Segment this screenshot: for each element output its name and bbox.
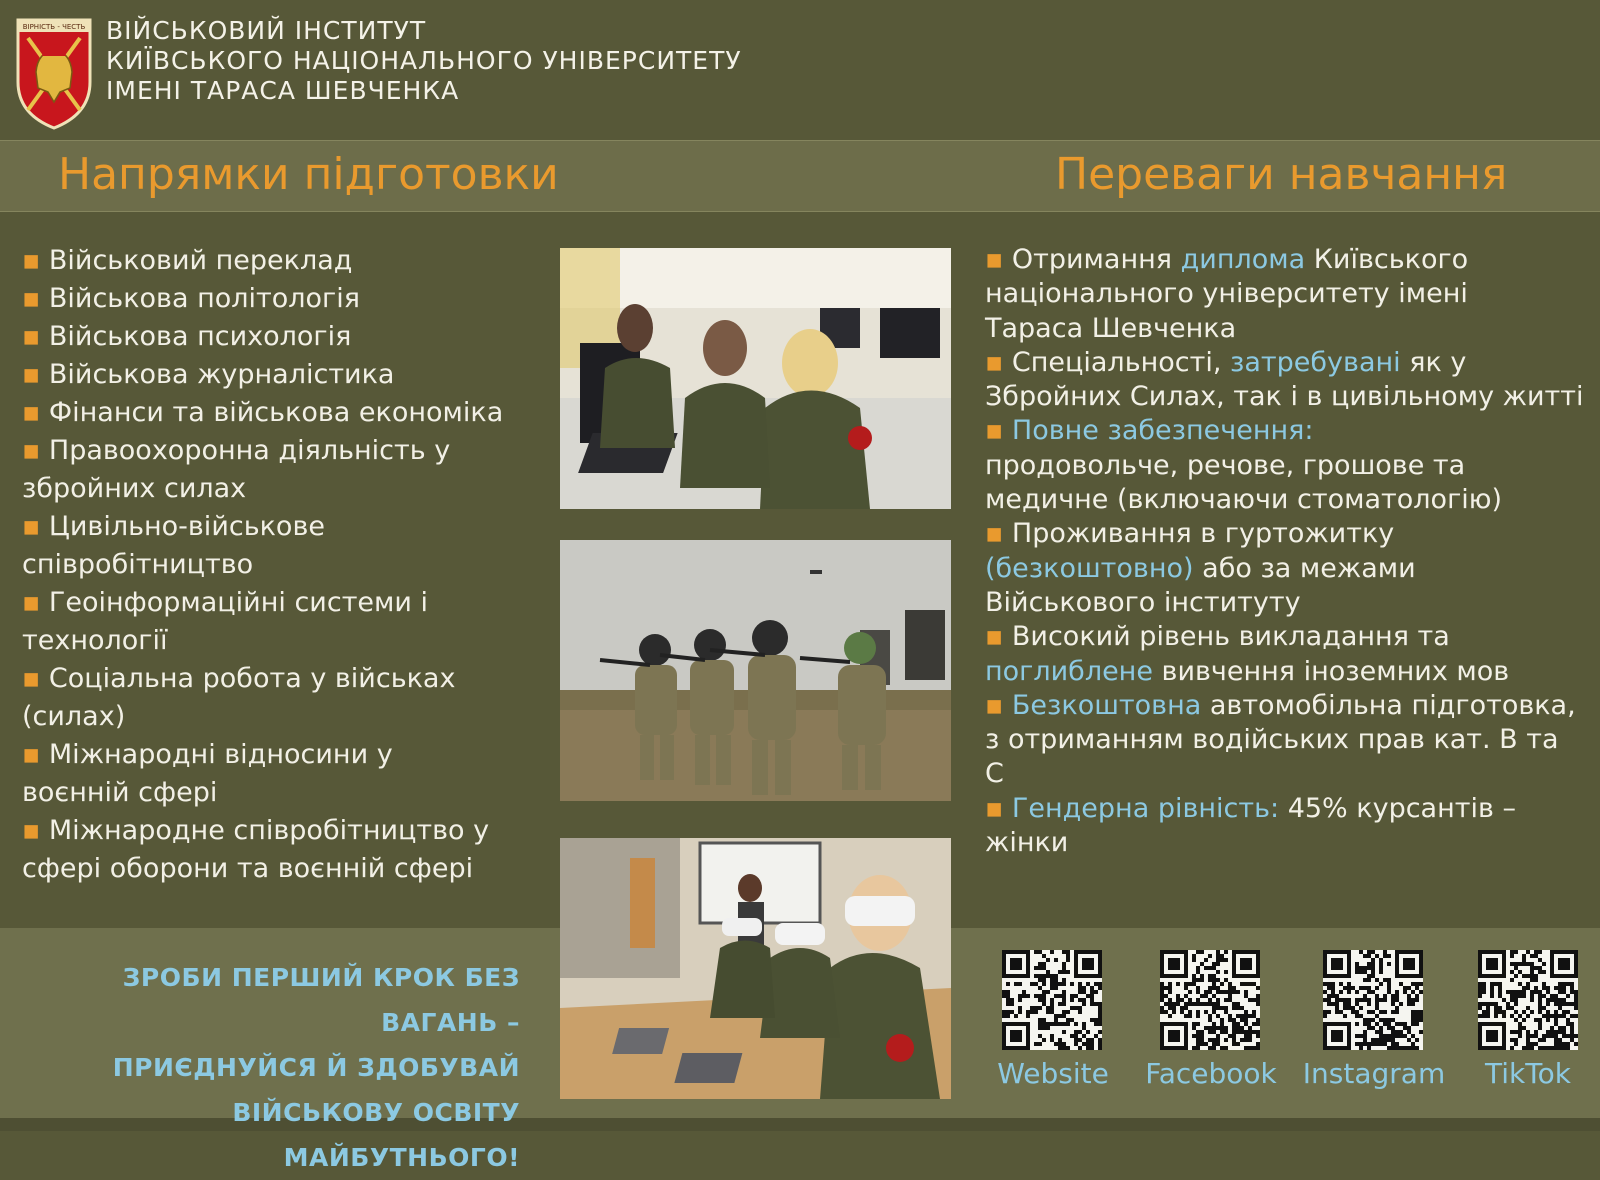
title-line-2: КИЇВСЬКОГО НАЦІОНАЛЬНОГО УНІВЕРСИТЕТУ [106,46,742,75]
institute-title [106,16,742,106]
header [0,0,1600,140]
photo-field-training [560,540,951,801]
list-item: ▪ Військовий переклад [22,245,353,276]
list-item: ▪ Соціальна робота у військах (силах) [22,663,456,732]
instagram-qr-icon[interactable] [1323,950,1423,1050]
list-item: ▪ Спеціальності, затребувані як у Збройних Силах, так і в цивільному житті [985,346,1584,413]
emblem-motto: ВІРНІСТЬ - ЧЕСТЬ [22,23,86,31]
list-item: ▪ Геоінформаційні системи і технології [22,587,429,656]
list-item: ▪ Високий рівень викладання та поглиблене вивчення іноземних мов [985,621,1510,687]
list-item: ▪ Фінанси та військова економіка [22,397,504,428]
list-item: ▪ Отримання диплома Київського національного університету імені Тараса Шевченка [985,244,1469,344]
list-item: ▪ Повне забезпечення: продовольче, речове, грошове та медичне (включаючи стоматологію) [985,415,1503,516]
list-item: ▪ Безкоштовна автомобільна підготовка, з отриманням водійських прав кат. В та С [985,689,1576,790]
list-item: ▪ Військова психологія [22,321,352,352]
list-item: ▪ Міжнародне співробітництво у сфері оборони та воєнній сфері [22,815,490,884]
facebook-qr-icon[interactable] [1160,950,1260,1050]
slogan-line-2: ПРИЄДНУЙСЯ Й ЗДОБУВАЙ [112,1053,520,1082]
list-item: ▪ Військова журналістика [22,359,395,390]
photo-vr-class [560,838,951,1099]
list-item: ▪ Військова політологія [22,283,360,314]
instagram-link[interactable]: Instagram [1302,1057,1446,1090]
directions-title: Напрямки підготовки [58,149,559,200]
institute-emblem-icon [14,12,94,130]
list-item: ▪ Проживання в гуртожитку (безкоштовно) або за межами Військового інституту [985,518,1416,618]
website-link[interactable]: Website [997,1057,1109,1090]
section-band [0,140,1600,212]
title-line-1: ВІЙСЬКОВИЙ ІНСТИТУТ [106,16,427,45]
facebook-link[interactable]: Facebook [1145,1057,1277,1090]
list-item: ▪ Міжнародні відносини у воєнній сфері [22,739,393,808]
list-item: ▪ Правоохоронна діяльність у збройних силах [22,435,451,504]
website-qr-icon[interactable] [1002,950,1102,1050]
tiktok-link[interactable]: TikTok [1485,1057,1571,1090]
list-item: ▪ Цивільно-військове співробітництво [22,511,325,580]
photo-computer-class [560,248,951,509]
list-item: ▪ Гендерна рівність: 45% курсантів – жінки [985,792,1516,859]
slogan-line-3: ВІЙСЬКОВУ ОСВІТУ МАЙБУТНЬОГО! [232,1098,520,1172]
directions-list [22,242,552,888]
advantages-list [985,243,1585,860]
slogan-line-1: ЗРОБИ ПЕРШИЙ КРОК БЕЗ ВАГАНЬ – [122,963,520,1037]
title-line-3: ІМЕНІ ТАРАСА ШЕВЧЕНКА [106,76,460,105]
advantages-title: Переваги навчання [1055,149,1508,200]
slogan [0,955,520,1180]
tiktok-qr-icon[interactable] [1478,950,1578,1050]
